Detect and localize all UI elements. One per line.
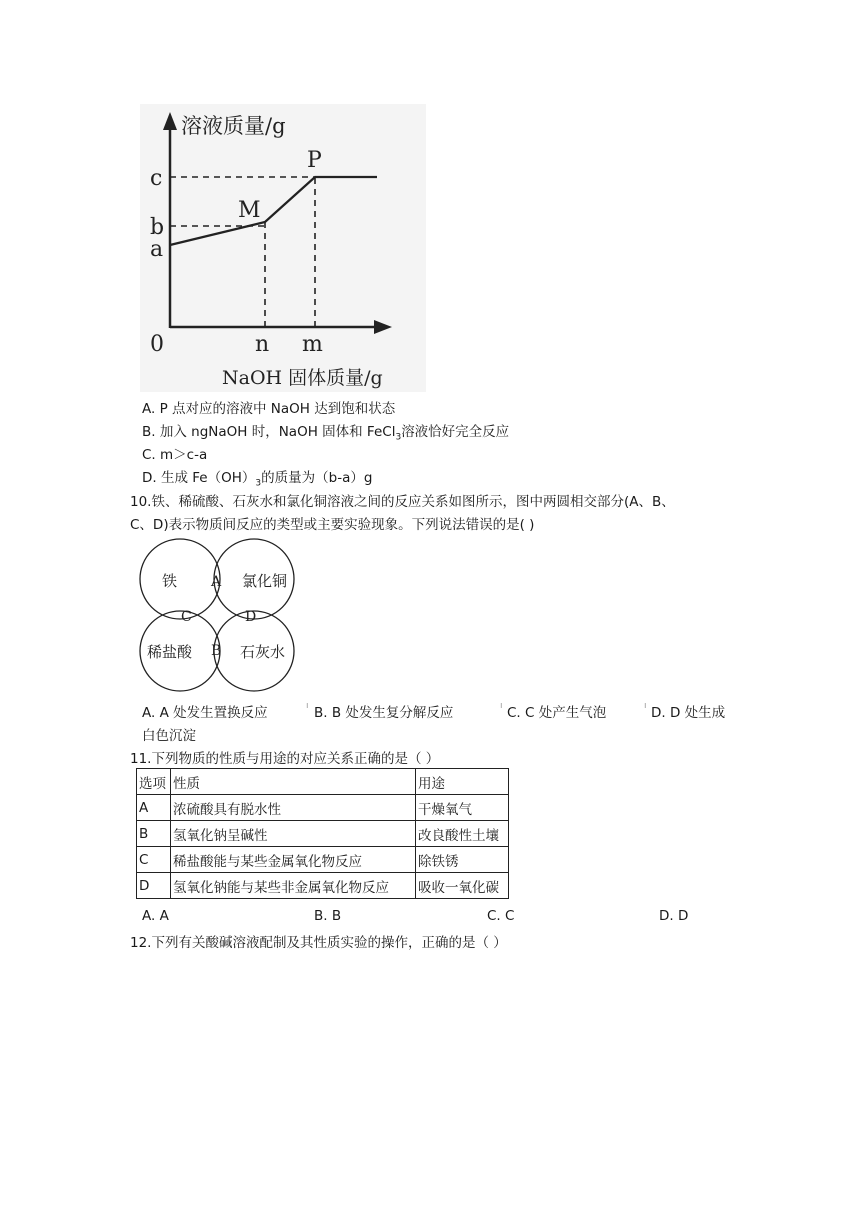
tick-b: b [150, 215, 165, 240]
solution-mass-graph [0, 0, 860, 400]
q10-option-d-line2: 白色沉淀 [142, 728, 196, 744]
table-cell: D [137, 873, 171, 899]
table-cell: 干燥氧气 [416, 795, 509, 821]
venn-region-d: D [245, 609, 257, 625]
table-row [137, 873, 509, 899]
table-cell: B [137, 821, 171, 847]
table-cell: 稀盐酸能与某些金属氧化物反应 [171, 847, 416, 873]
table-cell: 除铁锈 [416, 847, 509, 873]
q11-stem: 11.下列物质的性质与用途的对应关系正确的是（ ） [130, 751, 440, 767]
q10-option-c-marker: ı [500, 701, 503, 711]
x-axis-label: NaOH 固体质量/g [222, 367, 383, 389]
table-row [137, 847, 509, 873]
q10-option-d-marker: ı [644, 701, 647, 711]
q10-stem-line1: 10.铁、稀硫酸、石灰水和氯化铜溶液之间的反应关系如图所示，图中两圆相交部分(A、B、 [130, 494, 675, 510]
table-cell: 吸收一氧化碳 [416, 873, 509, 899]
q9-option-c: C. m＞c-a [142, 447, 208, 463]
table-row [137, 795, 509, 821]
q10-option-c: C. C 处产生气泡 [507, 705, 607, 721]
y-axis-arrow [163, 112, 177, 130]
q11-option-c: C. C [487, 908, 515, 924]
venn-label-iron: 铁 [162, 572, 178, 590]
venn-label-limewater: 石灰水 [240, 643, 286, 661]
tick-0: 0 [150, 332, 164, 357]
venn-label-copper-chloride: 氯化铜 [242, 572, 288, 590]
tick-m: m [302, 332, 323, 357]
table-cell: C [137, 847, 171, 873]
table-cell: 改良酸性土壤 [416, 821, 509, 847]
mass-curve [170, 177, 377, 245]
q9-option-d: D. 生成 $Fe(OH)_3$的质量为（b-a）g [142, 470, 373, 489]
header-property: 性质 [171, 769, 416, 795]
q11-option-b: B. B [314, 908, 342, 924]
x-axis-arrow [374, 320, 392, 334]
q11-option-a: A. A [142, 908, 169, 924]
venn-region-b: B [211, 643, 222, 659]
venn-region-c: C [181, 609, 192, 625]
q10-option-b-marker: ı [306, 701, 309, 711]
table-cell: 氢氧化钠呈碱性 [171, 821, 416, 847]
table-cell: 氢氧化钠能与某些非金属氧化物反应 [171, 873, 416, 899]
q9-option-b: B. 加入 ngNaOH 时，NaOH 固体和 FeCl$_3$溶液恰好完全反应 [142, 424, 510, 443]
point-p-label: P [307, 148, 322, 173]
venn-region-a: A [211, 574, 222, 590]
q10-option-d-line1: D. D 处生成 [651, 705, 726, 721]
table-cell: 浓硫酸具有脱水性 [171, 795, 416, 821]
q12-stem: 12.下列有关酸碱溶液配制及其性质实验的操作，正确的是（ ） [130, 935, 507, 951]
properties-table [136, 768, 509, 899]
header-use: 用途 [416, 769, 509, 795]
y-axis-label: 溶液质量/g [181, 114, 286, 138]
q10-option-b: B. B 处发生复分解反应 [314, 705, 454, 721]
table-header-row [137, 769, 509, 795]
q11-option-d: D. D [659, 908, 689, 924]
table-row [137, 821, 509, 847]
iron-circle [140, 539, 220, 619]
q10-option-a: A. A 处发生置换反应 [142, 705, 268, 721]
q10-stem-line2: C、D)表示物质间反应的类型或主要实验现象。下列说法错误的是( ) [130, 517, 535, 533]
venn-diagram [130, 530, 310, 700]
tick-a: a [150, 237, 164, 262]
tick-n: n [255, 332, 270, 357]
tick-c: c [150, 166, 163, 191]
point-m-label: M [238, 198, 261, 223]
header-option: 选项 [137, 769, 171, 795]
q9-option-a: A. P 点对应的溶液中 NaOH 达到饱和状态 [142, 401, 396, 417]
table-cell: A [137, 795, 171, 821]
venn-label-hydrochloric-acid: 稀盐酸 [147, 643, 193, 661]
